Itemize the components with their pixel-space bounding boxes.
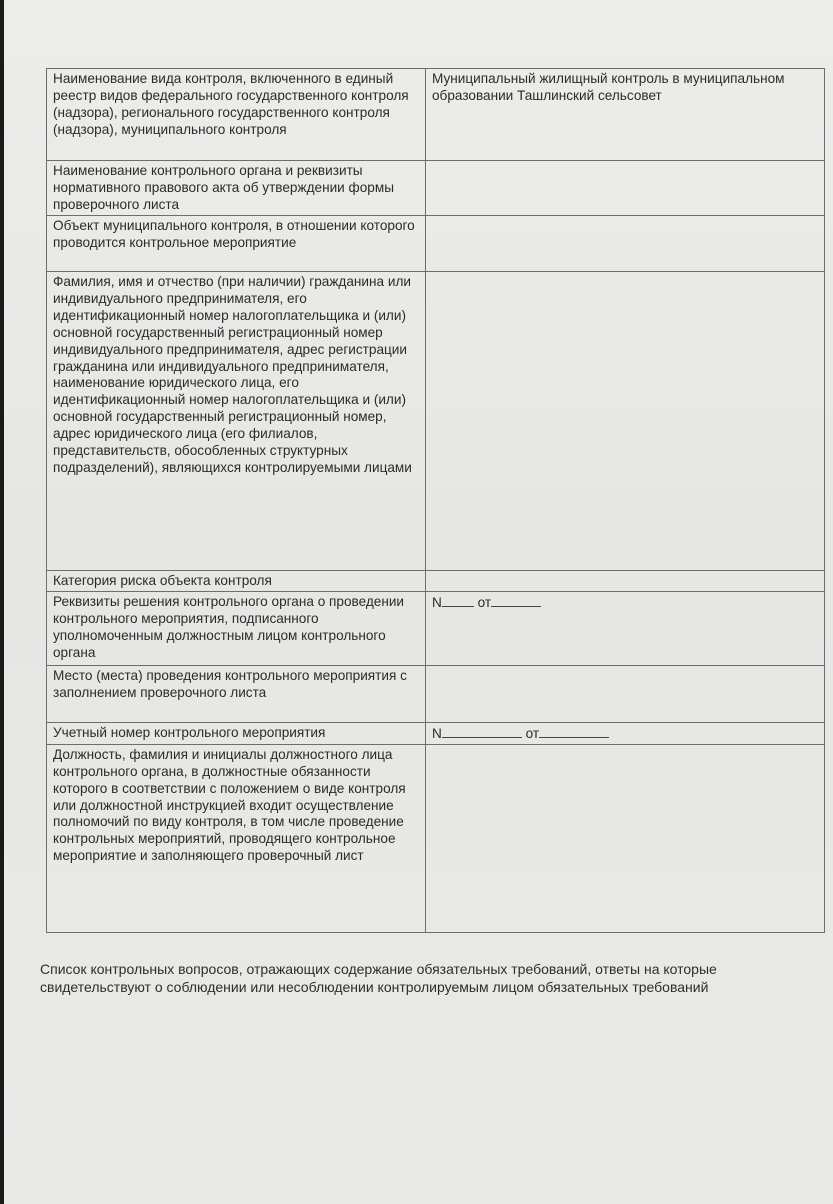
record-number-date [426,722,825,744]
row-label: Категория риска объекта контроля [47,571,426,592]
table-row [47,272,825,571]
number-blank [442,594,474,607]
row-label: Место (места) проведения контрольного мероприятия с заполнением проверочного листа [47,665,426,722]
row-value [426,272,825,571]
date-blank [491,594,541,607]
table-row [47,722,825,744]
row-value [426,216,825,272]
table-row [47,69,825,161]
table-row [47,591,825,665]
decision-number-date [426,591,825,665]
row-label: Должность, фамилия и инициалы должностного лица контрольного органа, в должностные обязанности которого в соответствии с положением о виде контроля или должностной инструкцией входит осуществление полномочий по виду контроля, в том числе проведение контрольных мероприятий, проводящего контрольное мероприятие и заполняющего проверочный лист [47,744,426,932]
row-label: Реквизиты решения контрольного органа о проведении контрольного мероприятия, подписанного уполномоченным должностным лицом контрольного органа [47,591,426,665]
table-row [47,161,825,216]
row-value: Муниципальный жилищный контроль в муниципальном образовании Ташлинский сельсовет [426,69,825,161]
row-label: Наименование вида контроля, включенного в единый реестр видов федерального государственного контроля (надзора), регионального государственного контроля (надзора), муниципального контроля [47,69,426,161]
table-row [47,571,825,592]
row-label: Учетный номер контрольного мероприятия [47,722,426,744]
date-prefix: от [477,594,492,610]
table-row [47,216,825,272]
row-value [426,665,825,722]
number-sign: N [432,725,442,741]
number-blank [442,725,522,738]
date-prefix: от [525,725,540,741]
inspection-form-table [46,68,825,933]
scan-left-edge [0,0,4,1204]
row-value [426,161,825,216]
checklist-intro-text: Список контрольных вопросов, отражающих содержание обязательных требований, ответы на которые свидетельствуют о соблюдении или несоблюдении контролируемым лицом обязательных требований [40,961,717,995]
row-value [426,744,825,932]
row-label: Фамилия, имя и отчество (при наличии) гражданина или индивидуального предпринимателя, его идентификационный номер налогоплательщика и (или) основной государственный регистрационный номер индивидуального предпринимателя, адрес регистрации гражданина или индивидуального предпринимателя, наименование юридического лица, его идентификационный номер налогоплательщика и (или) основной государственный регистрационный номер, адрес юридического лица (его филиалов, представительств, обособленных структурных подразделений), являющихся контролируемыми лицами [47,272,426,571]
row-label: Объект муниципального контроля, в отношении которого проводится контрольное мероприятие [47,216,426,272]
row-label: Наименование контрольного органа и реквизиты нормативного правового акта об утверждении формы проверочного листа [47,161,426,216]
date-blank [539,725,609,738]
number-sign: N [432,594,442,610]
row-value [426,571,825,592]
table-row [47,665,825,722]
table-row [47,744,825,932]
